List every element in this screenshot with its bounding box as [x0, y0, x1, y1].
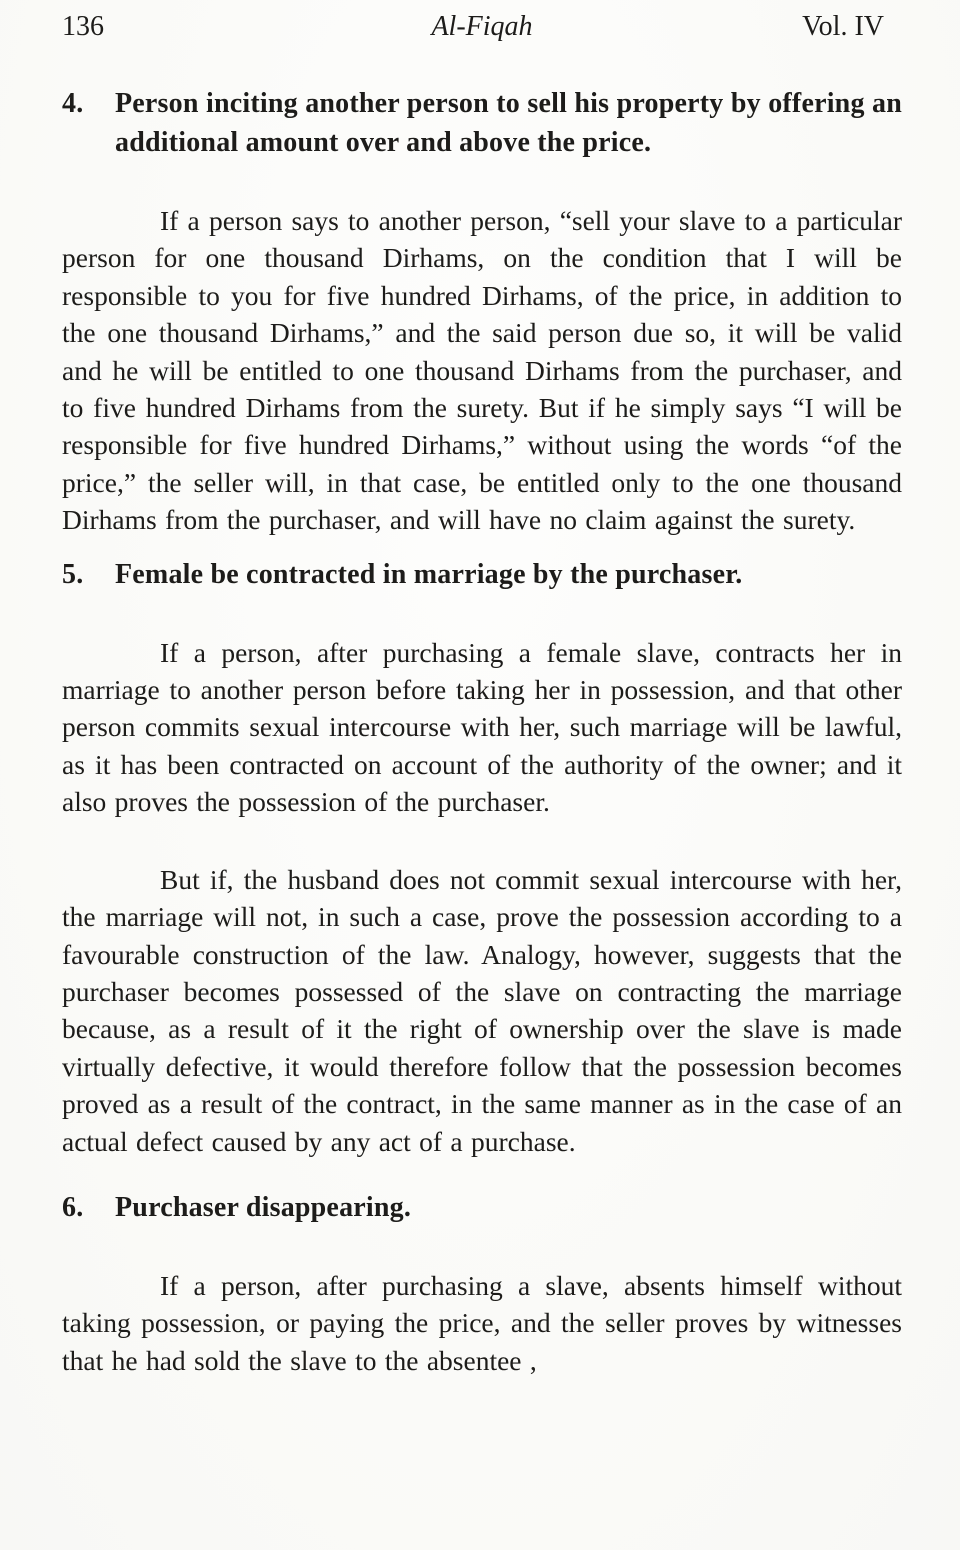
- section-number: 4.: [62, 88, 84, 119]
- section-number: 5.: [62, 558, 84, 590]
- page-header: [62, 8, 902, 46]
- section-heading: [62, 84, 902, 162]
- paragraph: If a person, after purchasing a slave, absents himself without taking possession, or paying the price, and the seller proves by witnesses that he had sold the slave to the absentee ,: [62, 1269, 902, 1376]
- page-number: 136: [62, 11, 104, 42]
- section-heading: [62, 555, 902, 594]
- section-title: Purchaser disappearing.: [115, 1191, 412, 1223]
- section-number: 6.: [62, 1191, 84, 1223]
- section-6: [62, 1188, 902, 1379]
- section-title: Person inciting another person to sell his property by offering an additional amount over and above the price.: [115, 88, 902, 158]
- paragraph: But if, the husband does not commit sexual intercourse with her, the marriage will not, in such a case, prove the possession according to a favourable construction of the law. Analogy, however, suggests that the purchaser becomes possessed of the slave on contracting the marriage because, as a result of it the right of ownership over the slave is made virtually defective, it would therefore follow that the possession becomes proved as a result of the contract, in the same manner as in the case of an actual defect caused by any act of a purchase.: [62, 863, 902, 1157]
- section-4: [62, 84, 902, 539]
- section-heading: [62, 1188, 902, 1227]
- volume-label: Vol. IV: [802, 11, 884, 42]
- paragraph: If a person, after purchasing a female slave, contracts her in marriage to another person before taking her in possession, and that other person commits sexual intercourse with her, such marriage will be lawful, as it has been contracted on account of the authority of the owner; and it also proves the possession of the purchaser.: [62, 636, 902, 818]
- paragraph: If a person says to another person, “sell your slave to a particular person for one thousand Dirhams, on the condition that I will be responsible to you for five hundred Dirhams, of the price, in addition to the one thousand Dirhams,” and the said person due so, it will be valid and he will be entitled to one thousand Dirhams from the purchaser, and to five hundred Dirhams from the surety. But if he simply says “I will be responsible for five hundred Dirhams,” without using the words “of the price,” the seller will, in that case, be entitled only to the one thousand Dirhams from the purchaser, and will have no claim against the surety.: [62, 205, 902, 536]
- section-5: [62, 555, 902, 1160]
- section-title: Female be contracted in marriage by the purchaser.: [115, 558, 743, 590]
- book-title: Al-Fiqah: [431, 11, 533, 42]
